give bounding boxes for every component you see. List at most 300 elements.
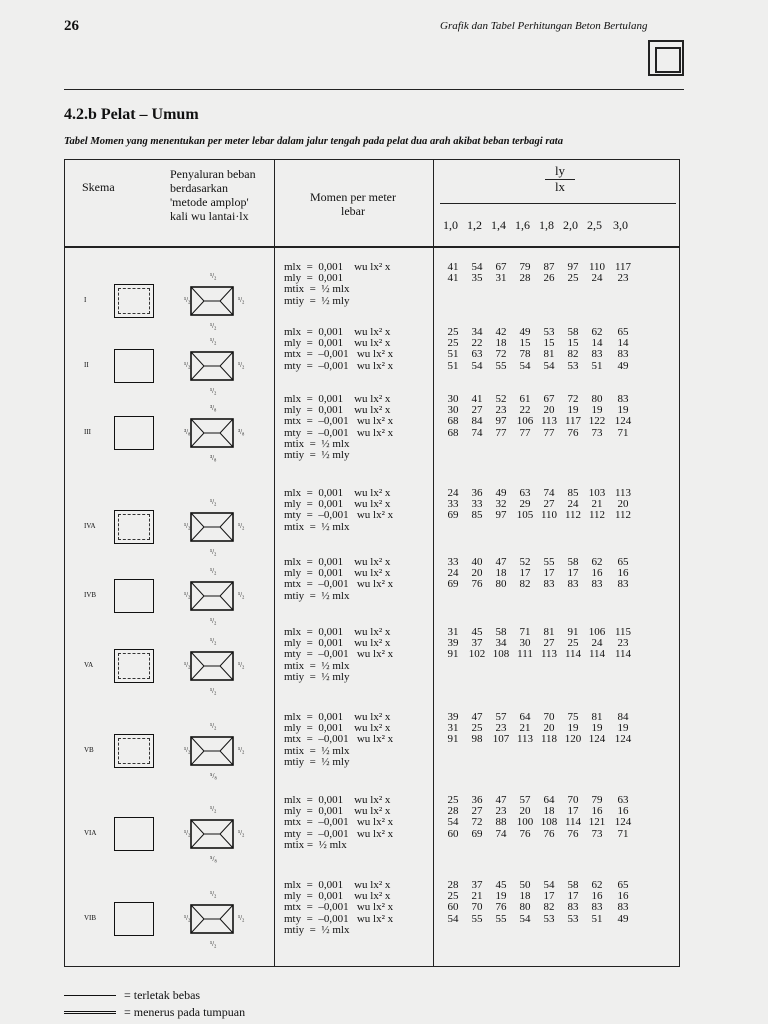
header-line: lebar	[341, 204, 365, 218]
coefficient-cell: 69	[447, 509, 459, 522]
slab-schema	[114, 579, 154, 613]
coefficient-cell: 50	[519, 879, 531, 891]
load-fraction: ³/₈	[238, 428, 245, 436]
row-label: II	[84, 361, 89, 369]
load-distribution-diagram	[190, 819, 234, 849]
row-label: VA	[84, 661, 94, 669]
coefficient-cell: 80	[495, 578, 507, 591]
column-divider	[274, 159, 275, 967]
coefficient-cell: 47	[495, 556, 507, 568]
coefficient-cell: 106	[588, 626, 606, 638]
row-label: IVB	[84, 591, 97, 599]
coefficient-cell: 51	[591, 359, 603, 372]
coefficient-cell: 97	[495, 415, 507, 428]
coefficient-cell: 106	[516, 415, 534, 428]
coefficient-cell: 61	[519, 393, 531, 405]
coefficient-cell: 114	[588, 648, 606, 661]
coefficient-cell: 19	[495, 890, 507, 903]
coefficient-cell: 36	[471, 487, 483, 499]
coefficient-cell: 76	[567, 827, 579, 840]
coefficient-cell: 16	[617, 890, 629, 903]
coefficient-cell: 69	[447, 578, 459, 591]
formula-line: mly = 0,001 wu lx² x	[284, 805, 391, 818]
row-label: IVA	[84, 522, 96, 530]
coefficient-cell: 23	[495, 805, 507, 818]
coefficient-cell: 17	[543, 567, 555, 580]
coefficient-cell: 76	[471, 578, 483, 591]
coefficient-cell: 20	[617, 498, 629, 511]
row-label: VIB	[84, 914, 97, 922]
formula-line: mtiy = ½ mlx	[284, 923, 350, 936]
coefficient-cell: 112	[564, 509, 582, 522]
coefficient-cell: 83	[567, 578, 579, 591]
formula-line: mly = 0,001 wu lx² x	[284, 567, 391, 580]
load-fraction: ¹/₂	[210, 805, 217, 813]
moment-formulas	[284, 627, 393, 683]
coefficient-cell: 24	[447, 487, 459, 499]
coefficient-cell: 58	[567, 556, 579, 568]
moment-formulas	[284, 557, 393, 602]
coefficient-cell: 51	[447, 359, 459, 372]
coefficient-cell: 27	[471, 805, 483, 818]
coefficient-cell: 20	[471, 567, 483, 580]
coefficient-cell: 34	[495, 637, 507, 650]
coefficient-cell: 114	[564, 648, 582, 661]
load-distribution-diagram	[190, 904, 234, 934]
formula-line: mly = 0,001 wu lx² x	[284, 722, 391, 735]
coefficient-cell: 17	[567, 805, 579, 818]
formula-line: mlx = 0,001 wu lx² x	[284, 794, 391, 806]
moment-formulas	[284, 488, 393, 533]
coefficient-cell: 72	[567, 393, 579, 405]
coefficient-cell: 69	[471, 827, 483, 840]
load-distribution-diagram	[190, 286, 234, 316]
ratio-header-7: 3,0	[613, 218, 628, 232]
coefficient-cell: 17	[543, 890, 555, 903]
legend-simple-support: = terletak bebas	[124, 988, 201, 1002]
coefficient-cell: 20	[519, 805, 531, 818]
coefficient-cell: 70	[543, 711, 555, 723]
coefficient-cell: 121	[588, 816, 606, 829]
running-header: Grafik dan Tabel Perhitungan Beton Bertulang	[440, 20, 648, 32]
coefficient-cell: 124	[588, 733, 606, 746]
ratio-header-1: 1,2	[467, 218, 482, 232]
formula-line: mlx = 0,001 wu lx² x	[284, 556, 391, 568]
coefficient-cell: 29	[519, 498, 531, 511]
load-fraction: ¹/₂	[210, 498, 217, 506]
formula-line: mtix = ½ mlx	[284, 744, 350, 757]
coefficient-cell: 68	[447, 426, 459, 439]
formula-line: mlx = 0,001 wu lx² x	[284, 879, 391, 891]
header-line: 'metode amplop'	[170, 195, 249, 209]
coefficient-cell: 77	[519, 426, 531, 439]
coefficient-cell: 54	[519, 359, 531, 372]
coefficient-cell: 71	[617, 426, 629, 439]
coefficient-cell: 30	[447, 404, 459, 417]
load-fraction: ¹/₂	[184, 361, 191, 369]
coefficient-cell: 76	[495, 901, 507, 914]
formula-line: mlx = 0,001 wu lx² x	[284, 261, 391, 273]
coefficient-cell: 55	[543, 556, 555, 568]
header-load-distribution	[170, 167, 274, 223]
formula-line: mly = 0,001 wu lx² x	[284, 498, 391, 511]
coefficient-cell: 27	[543, 637, 555, 650]
load-fraction: ¹/₂	[210, 322, 217, 330]
coefficient-cell: 70	[471, 901, 483, 914]
moment-formulas	[284, 394, 393, 461]
coefficient-cell: 88	[495, 816, 507, 829]
coefficient-cell: 82	[519, 578, 531, 591]
coefficient-cell: 111	[517, 648, 533, 661]
coefficient-cell: 91	[447, 733, 459, 746]
coefficient-cell: 112	[588, 509, 606, 522]
load-fraction: ¹/₂	[210, 687, 217, 695]
coefficient-cell: 24	[591, 272, 603, 285]
coefficient-cell: 107	[492, 733, 510, 746]
coefficient-cell: 97	[567, 261, 579, 273]
load-distribution-diagram	[190, 512, 234, 542]
coefficient-cell: 52	[519, 556, 531, 568]
coefficient-cell: 54	[543, 359, 555, 372]
coefficient-cell: 27	[471, 404, 483, 417]
coefficient-cell: 67	[495, 261, 507, 273]
ratio-header-2: 1,4	[491, 218, 506, 232]
coefficient-cell: 113	[614, 487, 632, 499]
load-distribution-diagram	[190, 651, 234, 681]
coefficient-cell: 67	[543, 393, 555, 405]
load-fraction: ¹/₂	[238, 661, 245, 669]
coefficient-cell: 63	[471, 348, 483, 361]
coefficient-cell: 28	[447, 805, 459, 818]
load-fraction: ¹/₂	[210, 722, 217, 730]
formula-line: mty = –0,001 wu lx² x	[284, 359, 394, 372]
load-fraction: ¹/₂	[238, 746, 245, 754]
coefficient-cell: 100	[516, 816, 534, 829]
formula-line: mtiy = ½ mly	[284, 449, 350, 462]
coefficient-cell: 45	[471, 626, 483, 638]
load-fraction: ¹/₂	[184, 296, 191, 304]
coefficient-cell: 72	[471, 816, 483, 829]
coefficient-cell: 117	[614, 261, 632, 273]
row-label: VIA	[84, 829, 97, 837]
coefficient-cell: 124	[614, 816, 632, 829]
coefficient-cell: 28	[447, 879, 459, 891]
moment-formulas	[284, 795, 393, 851]
coefficient-cell: 17	[567, 567, 579, 580]
formula-line: mly = 0,001 wu lx² x	[284, 890, 391, 903]
load-fraction: ¹/₂	[238, 914, 245, 922]
coefficient-cell: 26	[543, 272, 555, 285]
load-fraction: ³/₈	[210, 454, 217, 462]
coefficient-cell: 82	[567, 348, 579, 361]
ratio-denominator: lx	[554, 179, 566, 194]
coefficient-cell: 81	[543, 348, 555, 361]
formula-line: mtiy = ½ mlx	[284, 589, 350, 602]
formula-line: mtix = ½ mlx	[284, 437, 350, 450]
coefficient-cell: 84	[617, 711, 629, 723]
coefficient-cell: 64	[519, 711, 531, 723]
formula-line: mlx = 0,001 wu lx² x	[284, 711, 391, 723]
coefficient-cell: 60	[447, 827, 459, 840]
load-fraction: ¹/₂	[184, 591, 191, 599]
coefficient-cell: 79	[519, 261, 531, 273]
load-distribution-diagram	[190, 736, 234, 766]
coefficient-cell: 124	[614, 415, 632, 428]
load-fraction: ¹/₂	[184, 746, 191, 754]
coefficient-cell: 63	[519, 487, 531, 499]
coefficient-cell: 113	[540, 415, 558, 428]
coefficient-cell: 91	[567, 626, 579, 638]
moment-formulas	[284, 262, 390, 307]
coefficient-cell: 58	[567, 326, 579, 338]
coefficient-cell: 34	[471, 326, 483, 338]
coefficient-cell: 31	[447, 626, 459, 638]
load-fraction: ¹/₂	[210, 890, 217, 898]
header-line: Momen per meter	[310, 190, 396, 204]
section-heading: 4.2.b Pelat – Umum	[64, 106, 199, 123]
formula-line: mty = –0,001 wu lx² x	[284, 912, 394, 925]
coefficient-cell: 60	[447, 901, 459, 914]
coefficient-cell: 15	[543, 337, 555, 350]
coefficient-cell: 33	[471, 498, 483, 511]
coefficient-cell: 39	[447, 711, 459, 723]
formula-line: mlx = 0,001 wu lx² x	[284, 626, 391, 638]
coefficient-cell: 21	[591, 498, 603, 511]
coefficient-cell: 83	[617, 901, 629, 914]
table-caption: Tabel Momen yang menentukan per meter lebar dalam jalur tengah pada pelat dua arah akibat beban terbagi rata	[64, 136, 564, 147]
formula-line: mtx = –0,001 wu lx² x	[284, 901, 394, 914]
formula-line: mtix = ½ mlx	[284, 283, 350, 296]
coefficient-cell: 37	[471, 637, 483, 650]
coefficient-cell: 53	[543, 912, 555, 925]
load-fraction: ¹/₂	[210, 637, 217, 645]
coefficient-cell: 108	[540, 816, 558, 829]
coefficient-cell: 53	[543, 326, 555, 338]
coefficient-cell: 54	[471, 261, 483, 273]
coefficient-cell: 76	[567, 426, 579, 439]
load-fraction: ¹/₂	[184, 829, 191, 837]
coefficient-cell: 54	[519, 912, 531, 925]
coefficient-cell: 23	[617, 272, 629, 285]
row-label: III	[84, 428, 91, 436]
ratio-header-3: 1,6	[515, 218, 530, 232]
coefficient-cell: 19	[567, 722, 579, 735]
coefficient-cell: 54	[471, 359, 483, 372]
load-fraction: ³/₈	[184, 428, 191, 436]
coefficient-cell: 21	[519, 722, 531, 735]
load-fraction: ¹/₂	[238, 591, 245, 599]
coefficient-cell: 117	[564, 415, 582, 428]
slab-schema	[114, 510, 154, 544]
coefficient-cell: 114	[614, 648, 632, 661]
header-rule	[64, 89, 684, 90]
formula-line: mly = 0,001 wu lx² x	[284, 637, 391, 650]
coefficient-cell: 85	[471, 509, 483, 522]
row-label: I	[84, 296, 87, 304]
ratio-header-5: 2,0	[563, 218, 578, 232]
slab-schema	[114, 902, 154, 936]
coefficient-cell: 114	[564, 816, 582, 829]
coefficient-cell: 49	[519, 326, 531, 338]
slab-schema	[114, 649, 154, 683]
coefficient-cell: 77	[495, 426, 507, 439]
formula-line: mlx = 0,001 wu lx² x	[284, 393, 391, 405]
legend-double-line	[64, 1011, 116, 1014]
header-line: kali wu lantai·lx	[170, 209, 249, 223]
coefficient-cell: 64	[543, 794, 555, 806]
coefficient-cell: 30	[519, 637, 531, 650]
load-fraction: ¹/₂	[184, 522, 191, 530]
coefficient-cell: 33	[447, 498, 459, 511]
coefficient-cell: 18	[543, 805, 555, 818]
coefficient-cell: 45	[495, 879, 507, 891]
coefficient-cell: 20	[543, 404, 555, 417]
column-divider	[433, 159, 434, 967]
coefficient-cell: 83	[591, 348, 603, 361]
coefficient-cell: 71	[617, 827, 629, 840]
load-fraction: ¹/₂	[210, 617, 217, 625]
formula-line: mtix = ½ mlx	[284, 659, 350, 672]
coefficient-cell: 53	[567, 359, 579, 372]
coefficient-cell: 19	[591, 722, 603, 735]
coefficient-cell: 47	[471, 711, 483, 723]
formula-line: mty = –0,001 wu lx² x	[284, 827, 394, 840]
coefficient-cell: 76	[519, 827, 531, 840]
coefficient-cell: 81	[543, 626, 555, 638]
formula-line: mty = –0,001 wu lx² x	[284, 426, 394, 439]
coefficient-cell: 103	[588, 487, 606, 499]
load-fraction: ¹/₂	[184, 661, 191, 669]
coefficient-cell: 73	[591, 827, 603, 840]
coefficient-cell: 25	[447, 337, 459, 350]
coefficient-cell: 42	[495, 326, 507, 338]
coefficient-cell: 18	[495, 567, 507, 580]
coefficient-cell: 113	[540, 648, 558, 661]
coefficient-cell: 23	[617, 637, 629, 650]
coefficient-cell: 54	[447, 816, 459, 829]
formula-line: mtx = –0,001 wu lx² x	[284, 578, 394, 591]
coefficient-cell: 97	[495, 509, 507, 522]
coefficient-cell: 21	[471, 890, 483, 903]
load-fraction: ¹/₂	[238, 522, 245, 530]
coefficient-cell: 110	[588, 261, 606, 273]
coefficient-cell: 25	[447, 326, 459, 338]
formula-line: mtix = ½ mlx	[284, 838, 347, 851]
coefficient-cell: 14	[591, 337, 603, 350]
load-distribution-diagram	[190, 581, 234, 611]
coefficient-cell: 53	[567, 912, 579, 925]
slab-schema	[114, 349, 154, 383]
coefficient-cell: 83	[591, 901, 603, 914]
ratio-numerator: ly	[545, 164, 575, 180]
coefficient-cell: 25	[471, 722, 483, 735]
coefficient-cell: 80	[591, 393, 603, 405]
load-fraction: ¹/₂	[210, 940, 217, 948]
coefficient-cell: 32	[495, 498, 507, 511]
coefficient-cell: 16	[617, 567, 629, 580]
coefficient-cell: 35	[471, 272, 483, 285]
coefficient-cell: 71	[519, 626, 531, 638]
coefficient-cell: 17	[519, 567, 531, 580]
coefficient-cell: 33	[447, 556, 459, 568]
coefficient-cell: 25	[447, 794, 459, 806]
load-fraction: ¹/₂	[210, 548, 217, 556]
coefficient-cell: 70	[567, 794, 579, 806]
coefficient-cell: 15	[519, 337, 531, 350]
coefficient-cell: 18	[519, 890, 531, 903]
coefficient-cell: 83	[567, 901, 579, 914]
slab-schema	[114, 817, 154, 851]
formula-line: mly = 0,001	[284, 272, 344, 285]
formula-line: mtx = –0,001 wu lx² x	[284, 733, 394, 746]
coefficient-cell: 83	[617, 393, 629, 405]
coefficient-cell: 24	[447, 567, 459, 580]
coefficient-cell: 55	[495, 359, 507, 372]
coefficient-cell: 77	[543, 426, 555, 439]
coefficient-cell: 83	[543, 578, 555, 591]
coefficient-cell: 41	[447, 261, 459, 273]
coefficient-cell: 68	[447, 415, 459, 428]
coefficient-cell: 57	[495, 711, 507, 723]
moment-formulas	[284, 327, 393, 372]
coefficient-cell: 75	[567, 711, 579, 723]
coefficient-cell: 58	[495, 626, 507, 638]
formula-line: mtix = ½ mlx	[284, 520, 350, 533]
coefficient-cell: 74	[471, 426, 483, 439]
formula-line: mtx = –0,001 wu lx² x	[284, 348, 394, 361]
coefficient-cell: 62	[591, 556, 603, 568]
coefficient-cell: 73	[591, 426, 603, 439]
coefficient-cell: 25	[567, 272, 579, 285]
coefficient-cell: 55	[495, 912, 507, 925]
coefficient-cell: 62	[591, 326, 603, 338]
header-line: berdasarkan	[170, 181, 228, 195]
coefficient-cell: 19	[591, 404, 603, 417]
formula-line: mty = –0,001 wu lx² x	[284, 509, 394, 522]
coefficient-cell: 31	[447, 722, 459, 735]
coefficient-cell: 83	[617, 348, 629, 361]
coefficient-cell: 15	[567, 337, 579, 350]
coefficient-cell: 82	[543, 901, 555, 914]
coefficient-cell: 52	[495, 393, 507, 405]
coefficient-cell: 62	[591, 879, 603, 891]
coefficient-cell: 55	[471, 912, 483, 925]
coefficient-cell: 16	[591, 805, 603, 818]
load-distribution-diagram	[190, 418, 234, 448]
legend-single-line	[64, 995, 116, 996]
coefficient-cell: 81	[591, 711, 603, 723]
coefficient-cell: 47	[495, 794, 507, 806]
coefficient-cell: 118	[540, 733, 558, 746]
coefficient-cell: 22	[519, 404, 531, 417]
coefficient-cell: 27	[543, 498, 555, 511]
coefficient-cell: 102	[468, 648, 486, 661]
ratio-header-0: 1,0	[443, 218, 458, 232]
coefficient-cell: 31	[495, 272, 507, 285]
coefficient-cell: 110	[540, 509, 558, 522]
coefficient-cell: 120	[564, 733, 582, 746]
coefficient-cell: 16	[617, 805, 629, 818]
coefficient-cell: 74	[543, 487, 555, 499]
coefficient-cell: 113	[516, 733, 534, 746]
coefficient-cell: 25	[447, 890, 459, 903]
moment-formulas	[284, 880, 393, 936]
coefficient-cell: 115	[614, 626, 632, 638]
header-moment	[290, 190, 416, 218]
coefficient-cell: 74	[495, 827, 507, 840]
coefficient-cell: 124	[614, 733, 632, 746]
coefficient-cell: 63	[617, 794, 629, 806]
